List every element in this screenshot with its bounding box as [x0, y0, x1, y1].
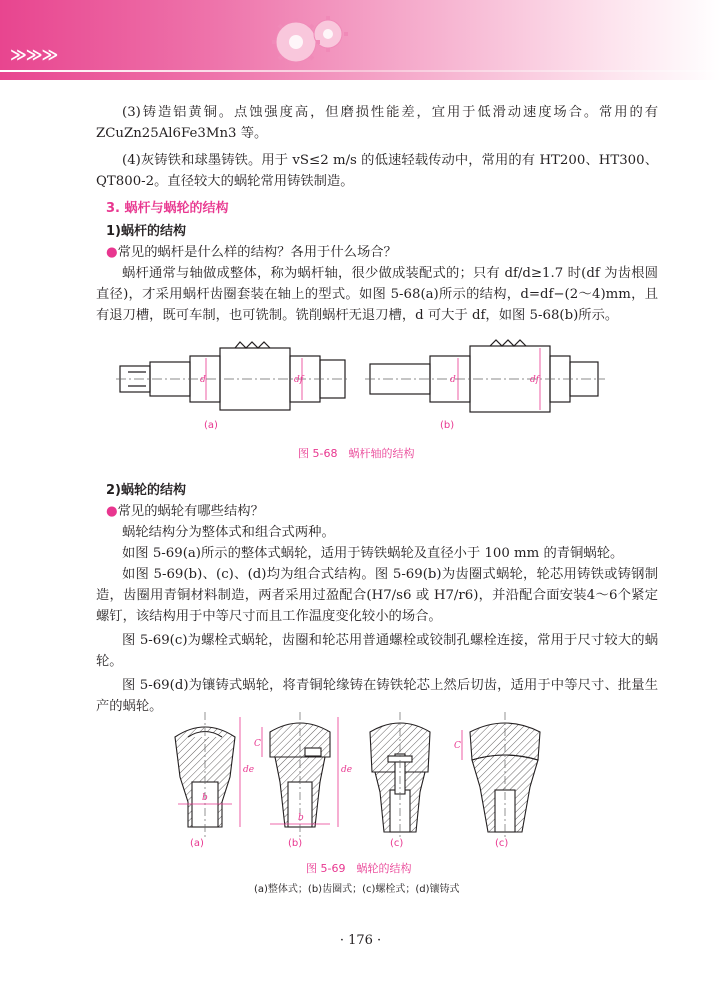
fig569-subcaption: (a)整体式；(b)齿圈式；(c)螺栓式；(d)镶铸式: [254, 884, 460, 895]
subsection-heading: 2)蜗轮的结构: [106, 483, 186, 498]
fig569-label-c: (c): [390, 838, 404, 849]
dim-d-label-b: d: [450, 375, 456, 385]
fig568-label-a: (a): [204, 420, 218, 431]
dim-df-label-b: df: [530, 375, 540, 385]
bullet-icon: ●: [106, 245, 118, 260]
fig569-label-a: (a): [190, 838, 204, 849]
paragraph: (4)灰铸铁和球墨铸铁。用于 vS≤2 m/s 的低速轻载传动中，常用的有 HT200、HT300、QT800-2。直径较大的蜗轮常用铸铁制造。: [96, 153, 658, 189]
fig569-label-b: (b): [288, 838, 303, 849]
dim-b-label-a: b: [202, 793, 208, 803]
paragraph: 如图 5-69(a)所示的整体式蜗轮，适用于铸铁蜗轮及直径小于 100 mm 的青铜蜗轮。: [122, 546, 624, 561]
text-block-bottom: [96, 480, 658, 717]
question-text: 常见的蜗轮有哪些结构？: [117, 504, 264, 519]
dim-df-label: df: [294, 375, 304, 385]
text-block-top: [96, 102, 658, 326]
fig569-caption: 图 5-69 蜗轮的结构: [306, 862, 412, 875]
subsection-heading: 1)蜗杆的结构: [106, 224, 186, 239]
question-line: [96, 501, 658, 522]
fig569-label-d: (c): [495, 838, 509, 849]
header-arrows: ≫≫≫: [10, 45, 58, 64]
bullet-icon: ●: [106, 504, 118, 519]
dim-de-label-b: de: [341, 765, 353, 775]
worm-wheel-d: [470, 712, 540, 837]
gear-icon: [262, 6, 362, 74]
paragraph: 图 5-69(d)为镶铸式蜗轮，将青铜轮缘铸在铸铁轮芯上然后切齿，适用于中等尺寸、批量生产的蜗轮。: [96, 678, 658, 714]
fig568-label-b: (b): [440, 420, 455, 431]
paragraph: (3)铸造铝黄铜。点蚀强度高，但磨损性能差，宜用于低滑动速度场合。常用的有ZCuZn25Al6Fe3Mn3 等。: [96, 105, 658, 141]
header-banner: [0, 0, 721, 80]
question-text: 常见的蜗杆是什么样的结构？各用于什么场合？: [117, 245, 397, 260]
question-line: [96, 242, 658, 263]
paragraph: 如图 5-69(b)、(c)、(d)均为组合式结构。图 5-69(b)为齿圈式蜗轮，轮芯用铸铁或铸钢制造，齿圈用青铜材料制造，两者采用过盈配合(H7/s6 或 H7/r6)，并沿配合面安装4～6个紧定螺钉，该结构用于中等尺寸而且工作温度变化较小的场合。: [96, 567, 658, 624]
dim-d-label: d: [200, 375, 206, 385]
dim-C-label-b: C: [254, 739, 261, 749]
worm-shaft-a: [116, 342, 350, 410]
worm-wheel-c: [370, 712, 430, 837]
page-number: · 176 ·: [339, 933, 382, 948]
paragraph: 蜗轮结构分为整体式和组合式两种。: [122, 525, 335, 540]
dim-C-label-d: C: [454, 741, 461, 751]
worm-wheel-a: [175, 712, 235, 837]
fig568-caption: 图 5-68 蜗杆轴的结构: [298, 447, 415, 460]
paragraph: 图 5-69(c)为螺栓式蜗轮，齿圈和轮芯用普通螺栓或铰制孔螺栓连接，常用于尺寸较大的蜗轮。: [96, 633, 658, 669]
banner-line: [0, 70, 721, 72]
dim-de-label-a: de: [243, 765, 255, 775]
paragraph: 蜗杆通常与轴做成整体，称为蜗杆轴，很少做成装配式的；只有 df/d≥1.7 时(df 为齿根圆直径)，才采用蜗杆齿圈套装在轴上的型式。如图 5-68(a)所示的结构，d=df−(2～4)mm，且有退刀槽，既可车制，也可铣制。铣削蜗杆无退刀槽，d 可大于 df，如图 5-68(b)所示。: [96, 266, 658, 323]
figure-5-68: [110, 334, 610, 434]
figure-5-69: [170, 712, 560, 842]
section-heading: 3. 蜗杆与蜗轮的结构: [106, 201, 229, 216]
worm-shaft-b: [365, 340, 605, 412]
dim-b-label-b: b: [298, 813, 304, 823]
